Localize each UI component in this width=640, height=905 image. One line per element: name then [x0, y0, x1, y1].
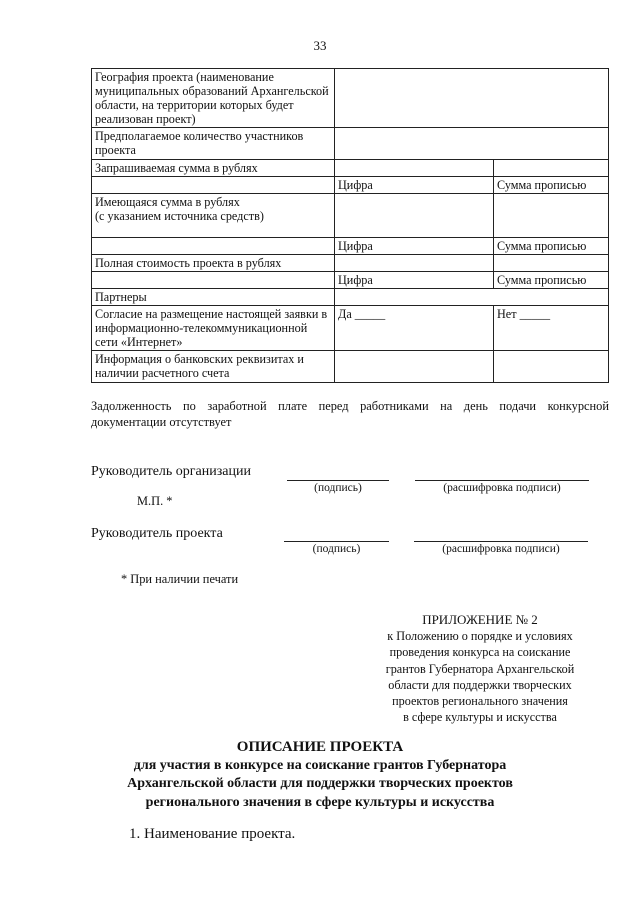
heading-title: ОПИСАНИЕ ПРОЕКТА [236, 739, 404, 755]
table-row [92, 306, 609, 351]
org-signature-line[interactable] [287, 480, 389, 481]
requested-digits-cell[interactable] [335, 160, 494, 177]
project-signature-line[interactable] [284, 541, 389, 542]
geography-value-cell[interactable] [335, 69, 609, 128]
consent-label: Согласие на размещение настоящей заявки в информационно-телекоммуникационной сети «Интернет» [92, 306, 335, 351]
org-signature-caption: (подпись) [314, 482, 362, 494]
org-head-label: Руководитель организации [91, 464, 251, 479]
page-number: 33 [313, 38, 327, 53]
participants-value-cell[interactable] [335, 128, 609, 160]
geography-label: География проекта (наименование муниципальных образований Архангельской области, на территории которых будет реализован проект) [92, 69, 335, 128]
table-row [92, 255, 609, 272]
appendix-title: ПРИЛОЖЕНИЕ № 2 [422, 612, 538, 627]
available-digits-cell[interactable] [335, 194, 494, 238]
appendix-line: проведения конкурса на соискание [389, 645, 571, 660]
project-form-table [91, 68, 609, 383]
list-item-project-name: 1. Наименование проекта. [129, 826, 296, 842]
empty-cell [92, 272, 335, 289]
project-signature-caption: (подпись) [312, 543, 361, 555]
available-words-cell[interactable] [494, 194, 609, 238]
heading-line: регионального значения в сфере культуры и искусства [145, 794, 495, 810]
table-row [92, 289, 609, 306]
footnote: * При наличии печати [121, 572, 239, 586]
heading-line: для участия в конкурсе на соискание грантов Губернатора [133, 757, 507, 773]
bank-info-cell-2[interactable] [494, 351, 609, 383]
appendix-line: в сфере культуры и искусства [403, 710, 557, 725]
table-row [92, 69, 609, 128]
col-words-label: Сумма прописью [494, 238, 609, 255]
requested-words-cell[interactable] [494, 160, 609, 177]
appendix-block [360, 612, 600, 725]
table-row [92, 351, 609, 383]
document-heading [60, 738, 580, 812]
table-row [92, 194, 609, 238]
partners-value-cell[interactable] [335, 289, 609, 306]
partners-label: Партнеры [92, 289, 335, 306]
heading-line: Архангельской области для поддержки творческих проектов [127, 776, 513, 791]
table-row [92, 238, 609, 255]
stamp-mark: М.П. * [137, 494, 173, 508]
total-digits-cell[interactable] [335, 255, 494, 272]
org-decode-caption: (расшифровка подписи) [443, 482, 561, 494]
col-digits-label: Цифра [335, 238, 494, 255]
consent-no[interactable]: Нет _____ [494, 306, 609, 351]
empty-cell [92, 238, 335, 255]
table-row [92, 272, 609, 289]
available-sum-label: Имеющаяся сумма в рублях (с указанием источника средств) [92, 194, 335, 238]
appendix-line: проектов регионального значения [392, 694, 568, 709]
participants-label: Предполагаемое количество участников проекта [92, 128, 335, 160]
appendix-line: области для поддержки творческих [388, 677, 572, 692]
empty-cell [92, 177, 335, 194]
debt-note: Задолженность по заработной плате перед работниками на день подачи конкурсной документации отсутствует [91, 399, 609, 429]
col-words-label: Сумма прописью [494, 177, 609, 194]
table-row [92, 128, 609, 160]
table-row [92, 160, 609, 177]
col-words-label: Сумма прописью [494, 272, 609, 289]
appendix-line: к Положению о порядке и условиях [387, 629, 573, 644]
project-head-label: Руководитель проекта [91, 526, 223, 541]
col-digits-label: Цифра [335, 177, 494, 194]
table-row [92, 177, 609, 194]
bank-info-cell[interactable] [335, 351, 494, 383]
project-decode-caption: (расшифровка подписи) [442, 543, 560, 555]
org-decode-line[interactable] [415, 480, 589, 481]
requested-sum-label: Запрашиваемая сумма в рублях [92, 160, 335, 177]
col-digits-label: Цифра [335, 272, 494, 289]
bank-info-label: Информация о банковских реквизитах и наличии расчетного счета [92, 351, 335, 383]
appendix-line: грантов Губернатора Архангельской [385, 661, 575, 676]
project-decode-line[interactable] [414, 541, 588, 542]
total-cost-label: Полная стоимость проекта в рублях [92, 255, 335, 272]
consent-yes[interactable]: Да _____ [335, 306, 494, 351]
total-words-cell[interactable] [494, 255, 609, 272]
